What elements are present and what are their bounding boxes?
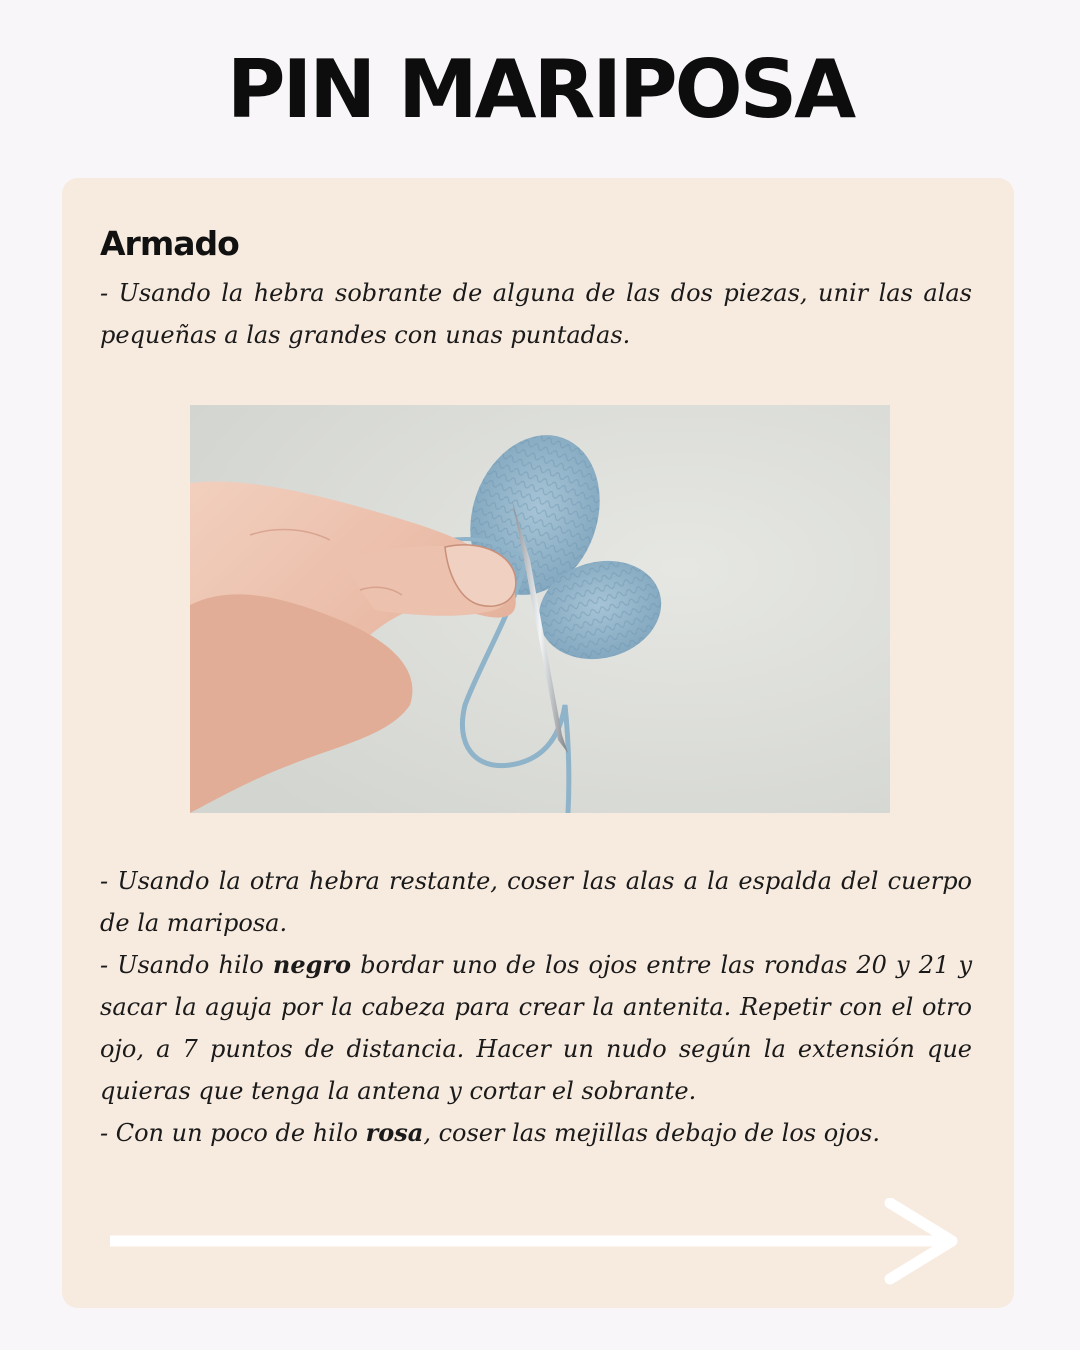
highlight-negro: negro [272,950,352,979]
instruction-paragraph-1: - Usando la hebra sobrante de alguna de las dos piezas, unir las alas pequeñas a las grandes con unas puntadas. [100,279,972,349]
instruction-line-2-end: bordar uno de los ojos entre las rondas 20 y 21 y sacar la aguja por la cabeza para crear la antenita. Repetir con el otro ojo, a 7 puntos de distancia. Hacer un nudo según la extensión que quieras que tenga la antena y cortar el sobrante. [100,951,972,1105]
section-title: Armado [100,224,239,263]
highlight-rosa: rosa [365,1118,424,1147]
instruction-paragraph-2 [100,860,972,1154]
instruction-card [62,178,1014,1308]
arrow-right-icon [110,1198,962,1288]
crochet-photo [190,405,890,813]
next-arrow-button[interactable] [110,1198,962,1288]
page-title: PIN MARIPOSA [226,43,854,136]
instruction-line-3-start: - Con un poco de hilo [100,1119,366,1147]
instruction-line-3-end: , coser las mejillas debajo de los ojos. [423,1119,881,1147]
instruction-line-2-start: - Usando hilo [100,951,273,979]
instruction-line-1: - Usando la otra hebra restante, coser las alas a la espalda del cuerpo de la mariposa. [100,867,972,937]
